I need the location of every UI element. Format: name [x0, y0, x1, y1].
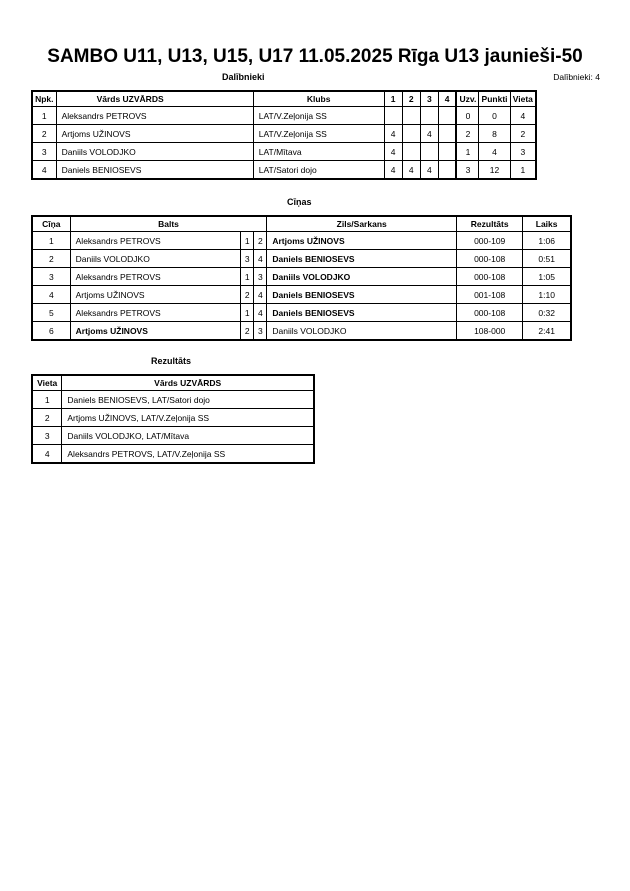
- fight-number: 2: [32, 250, 70, 268]
- fight-number: 4: [32, 286, 70, 304]
- participant-wins: 1: [456, 143, 478, 161]
- participant-row: [32, 143, 536, 161]
- fight-number: 5: [32, 304, 70, 322]
- fight-time: 0:32: [523, 304, 571, 322]
- participant-row: [32, 125, 536, 143]
- fight-row: [32, 286, 571, 304]
- page-title: SAMBO U11, U13, U15, U17 11.05.2025 Rīga U13 jaunieši-50: [47, 46, 583, 67]
- col-header-club: Klubs: [253, 91, 384, 107]
- fight-row: [32, 304, 571, 322]
- result-place: 2: [32, 409, 62, 427]
- white-fighter-name: Artjoms UŽINOVS: [70, 322, 241, 341]
- blue-fighter-number: 2: [254, 232, 267, 250]
- round-3-score: 4: [420, 161, 438, 180]
- blue-fighter-number: 3: [254, 322, 267, 341]
- round-3-score: 4: [420, 125, 438, 143]
- fight-result: 001-108: [457, 286, 523, 304]
- round-4-score: [438, 161, 456, 180]
- blue-fighter-name: Daniels BENIOSEVS: [267, 286, 457, 304]
- participant-club: LAT/Mītava: [253, 143, 384, 161]
- result-place: 4: [32, 445, 62, 464]
- blue-fighter-number: 3: [254, 268, 267, 286]
- white-fighter-number: 2: [241, 286, 254, 304]
- participant-row: [32, 161, 536, 180]
- round-2-score: [402, 107, 420, 125]
- col-header-name: Vārds UZVĀRDS: [56, 91, 253, 107]
- participant-club: LAT/V.Zeļonija SS: [253, 125, 384, 143]
- results-header-row: [32, 375, 314, 391]
- participant-points: 4: [479, 143, 510, 161]
- round-2-score: [402, 143, 420, 161]
- white-fighter-number: 2: [241, 322, 254, 341]
- round-3-score: [420, 107, 438, 125]
- participant-number: 2: [32, 125, 56, 143]
- result-row: [32, 409, 314, 427]
- result-row: [32, 391, 314, 409]
- results-table: [31, 374, 315, 464]
- fight-row: [32, 250, 571, 268]
- col-header-place: Vieta: [510, 91, 536, 107]
- result-place: 3: [32, 427, 62, 445]
- fight-number: 1: [32, 232, 70, 250]
- col-header-blue: Zils/Sarkans: [267, 216, 457, 232]
- white-fighter-name: Aleksandrs PETROVS: [70, 304, 241, 322]
- white-fighter-number: 1: [241, 232, 254, 250]
- white-fighter-name: Artjoms UŽINOVS: [70, 286, 241, 304]
- participant-number: 3: [32, 143, 56, 161]
- fight-row: [32, 322, 571, 341]
- result-row: [32, 427, 314, 445]
- fight-row: [32, 232, 571, 250]
- col-header-rank: Vieta: [32, 375, 62, 391]
- participant-club: LAT/V.Zeļonija SS: [253, 107, 384, 125]
- fight-number: 6: [32, 322, 70, 341]
- col-header-white: Balts: [70, 216, 267, 232]
- fight-row: [32, 268, 571, 286]
- blue-fighter-name: Daniels BENIOSEVS: [267, 250, 457, 268]
- blue-fighter-name: Daniils VOLODJKO: [267, 268, 457, 286]
- col-header-round-4: 4: [438, 91, 456, 107]
- participant-place: 3: [510, 143, 536, 161]
- participant-name: Daniils VOLODJKO: [56, 143, 253, 161]
- col-header-no: Npk.: [32, 91, 56, 107]
- participant-wins: 2: [456, 125, 478, 143]
- fights-table: [31, 215, 572, 341]
- round-1-score: 4: [384, 143, 402, 161]
- col-header-round-1: 1: [384, 91, 402, 107]
- participant-points: 8: [479, 125, 510, 143]
- participant-number: 1: [32, 107, 56, 125]
- result-athlete: Artjoms UŽINOVS, LAT/V.Zeļonija SS: [62, 409, 314, 427]
- blue-fighter-number: 4: [254, 304, 267, 322]
- round-1-score: 4: [384, 125, 402, 143]
- blue-fighter-name: Artjoms UŽINOVS: [267, 232, 457, 250]
- white-fighter-number: 1: [241, 304, 254, 322]
- participants-section-label: Dalībnieki: [222, 72, 265, 82]
- fights-section-label: Cīņas: [287, 197, 312, 207]
- results-section-label: Rezultāts: [151, 356, 192, 366]
- white-fighter-name: Daniils VOLODJKO: [70, 250, 241, 268]
- round-2-score: [402, 125, 420, 143]
- fight-result: 000-108: [457, 304, 523, 322]
- fight-result: 000-108: [457, 268, 523, 286]
- round-4-score: [438, 143, 456, 161]
- result-athlete: Daniils VOLODJKO, LAT/Mītava: [62, 427, 314, 445]
- fight-result: 108-000: [457, 322, 523, 341]
- participant-wins: 3: [456, 161, 478, 180]
- participant-name: Artjoms UŽINOVS: [56, 125, 253, 143]
- col-header-round-2: 2: [402, 91, 420, 107]
- col-header-wins: Uzv.: [456, 91, 478, 107]
- result-place: 1: [32, 391, 62, 409]
- result-athlete: Aleksandrs PETROVS, LAT/V.Zeļonija SS: [62, 445, 314, 464]
- participant-count: Dalībnieki: 4: [553, 72, 600, 82]
- participant-wins: 0: [456, 107, 478, 125]
- participant-club: LAT/Satori dojo: [253, 161, 384, 180]
- participant-place: 2: [510, 125, 536, 143]
- white-fighter-number: 1: [241, 268, 254, 286]
- fight-result: 000-109: [457, 232, 523, 250]
- white-fighter-name: Aleksandrs PETROVS: [70, 268, 241, 286]
- col-header-points: Punkti: [479, 91, 510, 107]
- fight-result: 000-108: [457, 250, 523, 268]
- participant-name: Daniels BENIOSEVS: [56, 161, 253, 180]
- col-header-result: Rezultāts: [457, 216, 523, 232]
- participants-table: [31, 90, 537, 180]
- participant-place: 4: [510, 107, 536, 125]
- blue-fighter-number: 4: [254, 286, 267, 304]
- participant-number: 4: [32, 161, 56, 180]
- fight-time: 1:06: [523, 232, 571, 250]
- participant-row: [32, 107, 536, 125]
- result-athlete: Daniels BENIOSEVS, LAT/Satori dojo: [62, 391, 314, 409]
- participants-header-row: [32, 91, 536, 107]
- participant-points: 12: [479, 161, 510, 180]
- result-row: [32, 445, 314, 464]
- white-fighter-number: 3: [241, 250, 254, 268]
- fight-number: 3: [32, 268, 70, 286]
- col-header-round-3: 3: [420, 91, 438, 107]
- participant-points: 0: [479, 107, 510, 125]
- round-2-score: 4: [402, 161, 420, 180]
- fights-header-row: [32, 216, 571, 232]
- col-header-athlete: Vārds UZVĀRDS: [62, 375, 314, 391]
- col-header-time: Laiks: [523, 216, 571, 232]
- blue-fighter-name: Daniils VOLODJKO: [267, 322, 457, 341]
- round-1-score: 4: [384, 161, 402, 180]
- round-4-score: [438, 107, 456, 125]
- blue-fighter-name: Daniels BENIOSEVS: [267, 304, 457, 322]
- col-header-fight: Cīņa: [32, 216, 70, 232]
- fight-time: 1:05: [523, 268, 571, 286]
- fight-time: 2:41: [523, 322, 571, 341]
- round-1-score: [384, 107, 402, 125]
- participant-place: 1: [510, 161, 536, 180]
- white-fighter-name: Aleksandrs PETROVS: [70, 232, 241, 250]
- round-3-score: [420, 143, 438, 161]
- round-4-score: [438, 125, 456, 143]
- fight-time: 0:51: [523, 250, 571, 268]
- participant-name: Aleksandrs PETROVS: [56, 107, 253, 125]
- blue-fighter-number: 4: [254, 250, 267, 268]
- fight-time: 1:10: [523, 286, 571, 304]
